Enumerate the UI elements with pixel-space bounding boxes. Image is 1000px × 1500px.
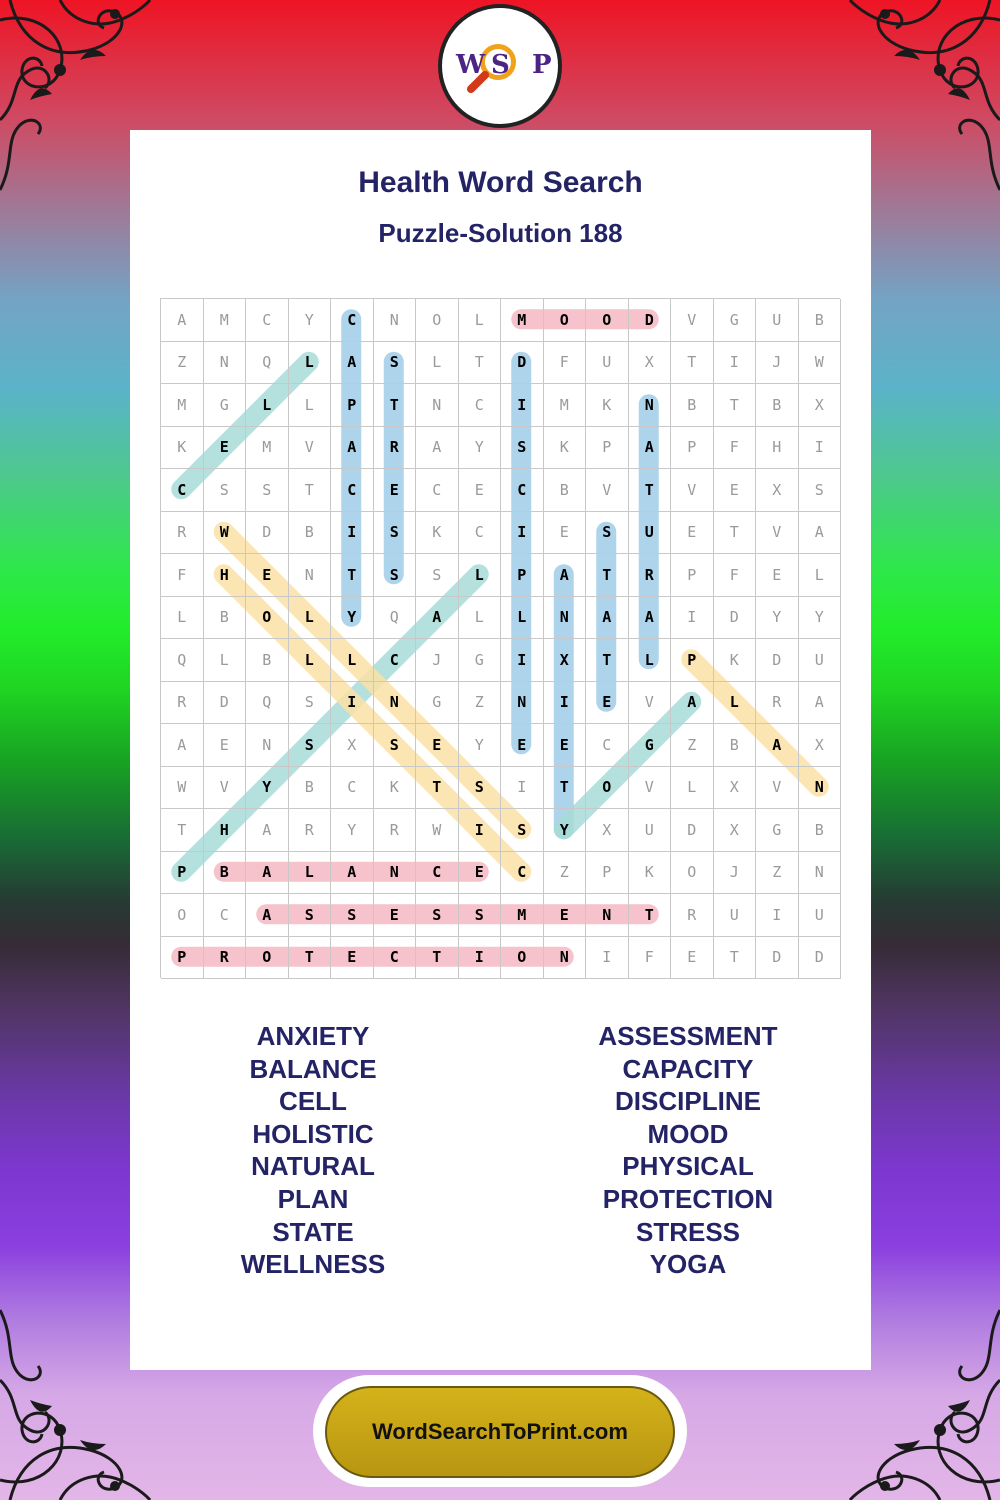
grid-cell[interactable]: R	[374, 809, 417, 852]
grid-cell[interactable]: E	[756, 554, 799, 597]
grid-cell[interactable]: X	[756, 469, 799, 512]
grid-cell[interactable]: O	[586, 767, 629, 810]
grid-cell[interactable]: K	[544, 427, 587, 470]
page-title: Health Word Search	[358, 166, 643, 199]
grid-cell[interactable]: E	[714, 469, 757, 512]
grid-cell[interactable]: V	[671, 299, 714, 342]
grid-cell[interactable]: Y	[756, 597, 799, 640]
letter-grid	[160, 298, 840, 978]
grid-cell[interactable]: T	[374, 384, 417, 427]
grid-cell[interactable]: T	[629, 469, 672, 512]
logo-letter-p: P	[532, 50, 552, 80]
grid-cell[interactable]: C	[204, 894, 247, 937]
grid-cell[interactable]: O	[671, 852, 714, 895]
grid-cell[interactable]: D	[671, 809, 714, 852]
grid-cell[interactable]: G	[629, 724, 672, 767]
grid-cell[interactable]: L	[331, 639, 374, 682]
grid-cell[interactable]: B	[544, 469, 587, 512]
grid-cell[interactable]: S	[289, 724, 332, 767]
grid-cell[interactable]: S	[501, 427, 544, 470]
grid-cell[interactable]: O	[586, 299, 629, 342]
grid-cell[interactable]: Q	[246, 682, 289, 725]
grid-cell[interactable]: G	[204, 384, 247, 427]
grid-cell[interactable]: I	[331, 512, 374, 555]
grid-cell[interactable]: M	[544, 384, 587, 427]
grid-cell[interactable]: U	[629, 512, 672, 555]
grid-cell[interactable]: T	[586, 554, 629, 597]
grid-cell[interactable]: O	[161, 894, 204, 937]
grid-cell[interactable]: T	[416, 937, 459, 980]
grid-cell[interactable]: W	[204, 512, 247, 555]
grid-cell[interactable]: N	[799, 852, 842, 895]
grid-cell[interactable]: Z	[756, 852, 799, 895]
grid-cell[interactable]: Y	[246, 767, 289, 810]
grid-cell[interactable]: C	[459, 384, 502, 427]
grid-cell[interactable]: D	[204, 682, 247, 725]
grid-cell[interactable]: P	[331, 384, 374, 427]
grid-cell[interactable]: S	[331, 894, 374, 937]
grid-cell[interactable]: F	[629, 937, 672, 980]
grid-cell[interactable]: S	[799, 469, 842, 512]
grid-cell[interactable]: A	[161, 299, 204, 342]
grid-cell[interactable]: B	[289, 767, 332, 810]
grid-cell[interactable]: S	[374, 724, 417, 767]
grid-cell[interactable]: Y	[331, 809, 374, 852]
grid-cell[interactable]: I	[799, 427, 842, 470]
grid-cell[interactable]: U	[586, 342, 629, 385]
grid-cell[interactable]: P	[586, 852, 629, 895]
grid-cell[interactable]: I	[756, 894, 799, 937]
grid-cell[interactable]: E	[459, 469, 502, 512]
grid-cell[interactable]: L	[459, 554, 502, 597]
grid-cell[interactable]: T	[289, 937, 332, 980]
grid-cell[interactable]: B	[799, 299, 842, 342]
word-list-item: BALANCE	[249, 1053, 377, 1084]
grid-cell[interactable]: A	[544, 554, 587, 597]
grid-cell[interactable]: N	[629, 384, 672, 427]
grid-cell[interactable]: S	[501, 809, 544, 852]
grid-cell[interactable]: E	[204, 427, 247, 470]
grid-cell[interactable]: V	[629, 767, 672, 810]
grid-cell[interactable]: S	[459, 767, 502, 810]
grid-cell[interactable]: X	[629, 342, 672, 385]
grid-cell[interactable]: L	[459, 597, 502, 640]
word-list-item: WELLNESS	[240, 1249, 386, 1280]
grid-cell[interactable]: L	[289, 597, 332, 640]
grid-cell[interactable]: N	[374, 852, 417, 895]
word-list-item: NATURAL	[251, 1151, 375, 1182]
grid-cell[interactable]: C	[374, 937, 417, 980]
grid-cell[interactable]: I	[501, 512, 544, 555]
grid-cell[interactable]: E	[544, 894, 587, 937]
grid-cell[interactable]: L	[671, 767, 714, 810]
grid-cell[interactable]: T	[161, 809, 204, 852]
grid-cell[interactable]: C	[374, 639, 417, 682]
grid-cell[interactable]: I	[586, 937, 629, 980]
grid-cell[interactable]: N	[374, 299, 417, 342]
word-list-item: YOGA	[649, 1249, 727, 1280]
grid-cell[interactable]: G	[416, 682, 459, 725]
grid-cell[interactable]: O	[544, 299, 587, 342]
grid-cell[interactable]: D	[714, 597, 757, 640]
grid-cell[interactable]: Y	[799, 597, 842, 640]
grid-cell[interactable]: P	[501, 554, 544, 597]
grid-cell[interactable]: C	[586, 724, 629, 767]
grid-cell[interactable]: T	[416, 767, 459, 810]
word-list-item: PLAN	[277, 1183, 349, 1214]
grid-cell[interactable]: H	[756, 427, 799, 470]
grid-cell[interactable]: T	[714, 384, 757, 427]
grid-cell[interactable]: V	[671, 469, 714, 512]
grid-cell[interactable]: B	[714, 724, 757, 767]
grid-cell[interactable]: U	[629, 809, 672, 852]
grid-cell[interactable]: N	[204, 342, 247, 385]
grid-cell[interactable]: Y	[289, 299, 332, 342]
grid-cell[interactable]: X	[331, 724, 374, 767]
grid-cell[interactable]: B	[756, 384, 799, 427]
grid-cell[interactable]: E	[416, 724, 459, 767]
grid-cell[interactable]: S	[289, 682, 332, 725]
grid-cell[interactable]: R	[204, 937, 247, 980]
grid-cell[interactable]: C	[501, 469, 544, 512]
grid-cell[interactable]: S	[374, 512, 417, 555]
grid-cell[interactable]: O	[246, 937, 289, 980]
grid-cell[interactable]: A	[416, 597, 459, 640]
grid-cell[interactable]: L	[246, 384, 289, 427]
grid-cell[interactable]: V	[756, 512, 799, 555]
grid-cell[interactable]: G	[714, 299, 757, 342]
grid-cell[interactable]: N	[799, 767, 842, 810]
grid-cell[interactable]: Y	[331, 597, 374, 640]
grid-cell[interactable]: K	[586, 384, 629, 427]
grid-cell[interactable]: M	[161, 384, 204, 427]
grid-cell[interactable]: C	[331, 299, 374, 342]
grid-cell[interactable]: V	[204, 767, 247, 810]
grid-cell[interactable]: Z	[671, 724, 714, 767]
grid-cell[interactable]: L	[204, 639, 247, 682]
grid-cell[interactable]: L	[161, 597, 204, 640]
word-list-item: DISCIPLINE	[615, 1086, 761, 1117]
grid-cell[interactable]: H	[204, 554, 247, 597]
grid-cell[interactable]: C	[331, 767, 374, 810]
grid-cell[interactable]: I	[331, 682, 374, 725]
grid-cell[interactable]: S	[289, 894, 332, 937]
grid-cell[interactable]: K	[714, 639, 757, 682]
grid-cell[interactable]: R	[756, 682, 799, 725]
grid-cell[interactable]: E	[246, 554, 289, 597]
grid-cell[interactable]: C	[416, 852, 459, 895]
grid-cell[interactable]: O	[416, 299, 459, 342]
grid-cell[interactable]: P	[161, 937, 204, 980]
grid-cell[interactable]: C	[331, 469, 374, 512]
grid-cell[interactable]: W	[799, 342, 842, 385]
grid-cell[interactable]: S	[586, 512, 629, 555]
grid-cell[interactable]: A	[331, 427, 374, 470]
grid-cell[interactable]: A	[331, 852, 374, 895]
page-subtitle: Puzzle-Solution 188	[378, 218, 623, 248]
grid-cell[interactable]: T	[714, 512, 757, 555]
grid-cell[interactable]: F	[161, 554, 204, 597]
grid-cell[interactable]: L	[714, 682, 757, 725]
grid-cell[interactable]: N	[544, 597, 587, 640]
grid-cell[interactable]: Z	[544, 852, 587, 895]
grid-cell[interactable]: J	[416, 639, 459, 682]
grid-cell[interactable]: R	[671, 894, 714, 937]
grid-cell[interactable]: N	[586, 894, 629, 937]
grid-cell[interactable]: K	[416, 512, 459, 555]
grid-cell[interactable]: L	[289, 342, 332, 385]
grid-cell[interactable]: U	[756, 299, 799, 342]
grid-cell[interactable]: B	[246, 639, 289, 682]
grid-cell[interactable]: S	[416, 894, 459, 937]
grid-cell[interactable]: E	[671, 512, 714, 555]
grid-cell[interactable]: S	[416, 554, 459, 597]
word-list-item: PHYSICAL	[622, 1151, 754, 1182]
grid-cell[interactable]: L	[459, 299, 502, 342]
grid-cell[interactable]: E	[374, 469, 417, 512]
grid-cell[interactable]: A	[331, 342, 374, 385]
grid-cell[interactable]: M	[501, 299, 544, 342]
grid-cell[interactable]: L	[289, 852, 332, 895]
grid-cell[interactable]: T	[671, 342, 714, 385]
grid-cell[interactable]: V	[586, 469, 629, 512]
grid-cell[interactable]: I	[459, 937, 502, 980]
grid-cell[interactable]: S	[204, 469, 247, 512]
grid-cell[interactable]: L	[629, 639, 672, 682]
grid-cell[interactable]: I	[544, 682, 587, 725]
grid-cell[interactable]: Z	[161, 342, 204, 385]
word-search-grid	[160, 298, 840, 978]
grid-cell[interactable]: R	[289, 809, 332, 852]
grid-cell[interactable]: E	[544, 724, 587, 767]
grid-cell[interactable]: L	[416, 342, 459, 385]
word-list-item: ANXIETY	[256, 1021, 370, 1051]
logo-letter-s: S	[491, 50, 510, 80]
grid-cell[interactable]: Z	[459, 682, 502, 725]
grid-cell[interactable]: P	[671, 639, 714, 682]
grid-cell[interactable]: D	[756, 639, 799, 682]
grid-cell[interactable]: R	[161, 512, 204, 555]
grid-cell[interactable]: H	[204, 809, 247, 852]
grid-cell[interactable]: C	[161, 469, 204, 512]
grid-cell[interactable]: F	[714, 427, 757, 470]
word-list-item: STATE	[272, 1216, 354, 1247]
grid-cell[interactable]: V	[289, 427, 332, 470]
wsp-logo[interactable]	[438, 4, 562, 128]
grid-cell[interactable]: V	[756, 767, 799, 810]
grid-cell[interactable]: Y	[544, 809, 587, 852]
grid-cell[interactable]: E	[204, 724, 247, 767]
grid-cell[interactable]: V	[629, 682, 672, 725]
grid-cell[interactable]: Y	[459, 724, 502, 767]
grid-cell[interactable]: A	[799, 512, 842, 555]
grid-cell[interactable]: J	[756, 342, 799, 385]
grid-cell[interactable]: M	[501, 894, 544, 937]
grid-cell[interactable]: D	[501, 342, 544, 385]
grid-cell[interactable]: J	[714, 852, 757, 895]
grid-cell[interactable]: O	[501, 937, 544, 980]
grid-cell[interactable]: I	[501, 384, 544, 427]
grid-cell[interactable]: X	[544, 639, 587, 682]
grid-cell[interactable]: K	[629, 852, 672, 895]
grid-cell[interactable]: A	[586, 597, 629, 640]
grid-cell[interactable]: A	[671, 682, 714, 725]
grid-cell[interactable]: F	[544, 342, 587, 385]
grid-cell[interactable]: A	[246, 894, 289, 937]
grid-cell[interactable]: N	[246, 724, 289, 767]
grid-cell[interactable]: T	[586, 639, 629, 682]
grid-cell[interactable]: T	[289, 469, 332, 512]
grid-cell[interactable]: M	[246, 427, 289, 470]
grid-cell[interactable]: P	[671, 554, 714, 597]
grid-cell[interactable]: K	[161, 427, 204, 470]
grid-cell[interactable]: I	[501, 767, 544, 810]
grid-cell[interactable]: Y	[459, 427, 502, 470]
grid-cell[interactable]: A	[161, 724, 204, 767]
grid-cell[interactable]: A	[629, 427, 672, 470]
grid-cell[interactable]: B	[671, 384, 714, 427]
grid-cell[interactable]: X	[799, 724, 842, 767]
grid-cell[interactable]: S	[374, 342, 417, 385]
grid-cell[interactable]: C	[416, 469, 459, 512]
grid-cell[interactable]: E	[331, 937, 374, 980]
grid-cell[interactable]: L	[289, 639, 332, 682]
grid-cell[interactable]: E	[671, 937, 714, 980]
grid-cell[interactable]: Q	[161, 639, 204, 682]
logo-badge	[442, 8, 558, 124]
grid-cell[interactable]: P	[586, 427, 629, 470]
grid-cell[interactable]: I	[501, 639, 544, 682]
grid-cell[interactable]: S	[459, 894, 502, 937]
grid-cell[interactable]: A	[246, 809, 289, 852]
grid-cell[interactable]: X	[714, 809, 757, 852]
grid-cell[interactable]: E	[586, 682, 629, 725]
grid-cell[interactable]: G	[756, 809, 799, 852]
grid-cell[interactable]: I	[671, 597, 714, 640]
grid-cell[interactable]: N	[501, 682, 544, 725]
grid-cell[interactable]: P	[671, 427, 714, 470]
grid-cell[interactable]: D	[246, 512, 289, 555]
grid-cell[interactable]: A	[246, 852, 289, 895]
grid-cell[interactable]: T	[714, 937, 757, 980]
grid-cell[interactable]: E	[501, 724, 544, 767]
grid-cell[interactable]: F	[714, 554, 757, 597]
grid-cell[interactable]: A	[756, 724, 799, 767]
grid-cell[interactable]: A	[416, 427, 459, 470]
word-list-item: ASSESSMENT	[598, 1021, 778, 1051]
grid-cell[interactable]: T	[544, 767, 587, 810]
website-link-button[interactable]: WordSearchToPrint.com	[325, 1386, 675, 1478]
grid-cell[interactable]: B	[799, 809, 842, 852]
grid-cell[interactable]: D	[799, 937, 842, 980]
grid-cell[interactable]: O	[246, 597, 289, 640]
grid-cell[interactable]: B	[204, 852, 247, 895]
grid-cell[interactable]: C	[459, 512, 502, 555]
grid-cell[interactable]: E	[544, 512, 587, 555]
grid-cell[interactable]: L	[799, 554, 842, 597]
grid-cell[interactable]: S	[374, 554, 417, 597]
word-list-item: MOOD	[647, 1118, 729, 1149]
word-list-item: CAPACITY	[622, 1053, 754, 1084]
word-list-item: PROTECTION	[602, 1183, 774, 1214]
grid-cell[interactable]: N	[374, 682, 417, 725]
grid-cell[interactable]: R	[629, 554, 672, 597]
grid-cell[interactable]: X	[799, 384, 842, 427]
grid-cell[interactable]: T	[629, 894, 672, 937]
word-list-item: CELL	[279, 1086, 347, 1117]
grid-cell[interactable]: C	[501, 852, 544, 895]
grid-cell[interactable]: N	[289, 554, 332, 597]
grid-cell[interactable]: B	[289, 512, 332, 555]
grid-cell[interactable]: I	[714, 342, 757, 385]
grid-cell[interactable]: N	[544, 937, 587, 980]
grid-cell[interactable]: M	[204, 299, 247, 342]
grid-cell[interactable]: U	[799, 639, 842, 682]
word-list-left	[163, 1020, 463, 1281]
grid-cell[interactable]: D	[756, 937, 799, 980]
word-list-item: STRESS	[635, 1216, 741, 1247]
grid-cell[interactable]: W	[161, 767, 204, 810]
grid-cell[interactable]: R	[374, 427, 417, 470]
grid-cell[interactable]: K	[374, 767, 417, 810]
grid-cell[interactable]: X	[714, 767, 757, 810]
grid-cell[interactable]: X	[586, 809, 629, 852]
logo-letter-w: W	[456, 50, 486, 80]
grid-cell[interactable]: R	[161, 682, 204, 725]
grid-cell[interactable]: Q	[374, 597, 417, 640]
grid-cell[interactable]: S	[246, 469, 289, 512]
grid-cell[interactable]: W	[416, 809, 459, 852]
grid-cell[interactable]: U	[714, 894, 757, 937]
grid-cell[interactable]: L	[289, 384, 332, 427]
grid-cell[interactable]: B	[204, 597, 247, 640]
grid-cell[interactable]: E	[459, 852, 502, 895]
grid-cell[interactable]: A	[799, 682, 842, 725]
grid-cell[interactable]: C	[246, 299, 289, 342]
word-list-item: HOLISTIC	[252, 1118, 374, 1149]
grid-cell[interactable]: I	[459, 809, 502, 852]
grid-cell[interactable]: P	[161, 852, 204, 895]
grid-cell[interactable]: Q	[246, 342, 289, 385]
grid-cell[interactable]: N	[416, 384, 459, 427]
word-list-right	[538, 1020, 838, 1281]
grid-cell[interactable]: L	[501, 597, 544, 640]
grid-cell[interactable]: G	[459, 639, 502, 682]
grid-cell[interactable]: U	[799, 894, 842, 937]
grid-cell[interactable]: D	[629, 299, 672, 342]
grid-cell[interactable]: T	[459, 342, 502, 385]
grid-cell[interactable]: T	[331, 554, 374, 597]
grid-cell[interactable]: E	[374, 894, 417, 937]
grid-cell[interactable]: A	[629, 597, 672, 640]
